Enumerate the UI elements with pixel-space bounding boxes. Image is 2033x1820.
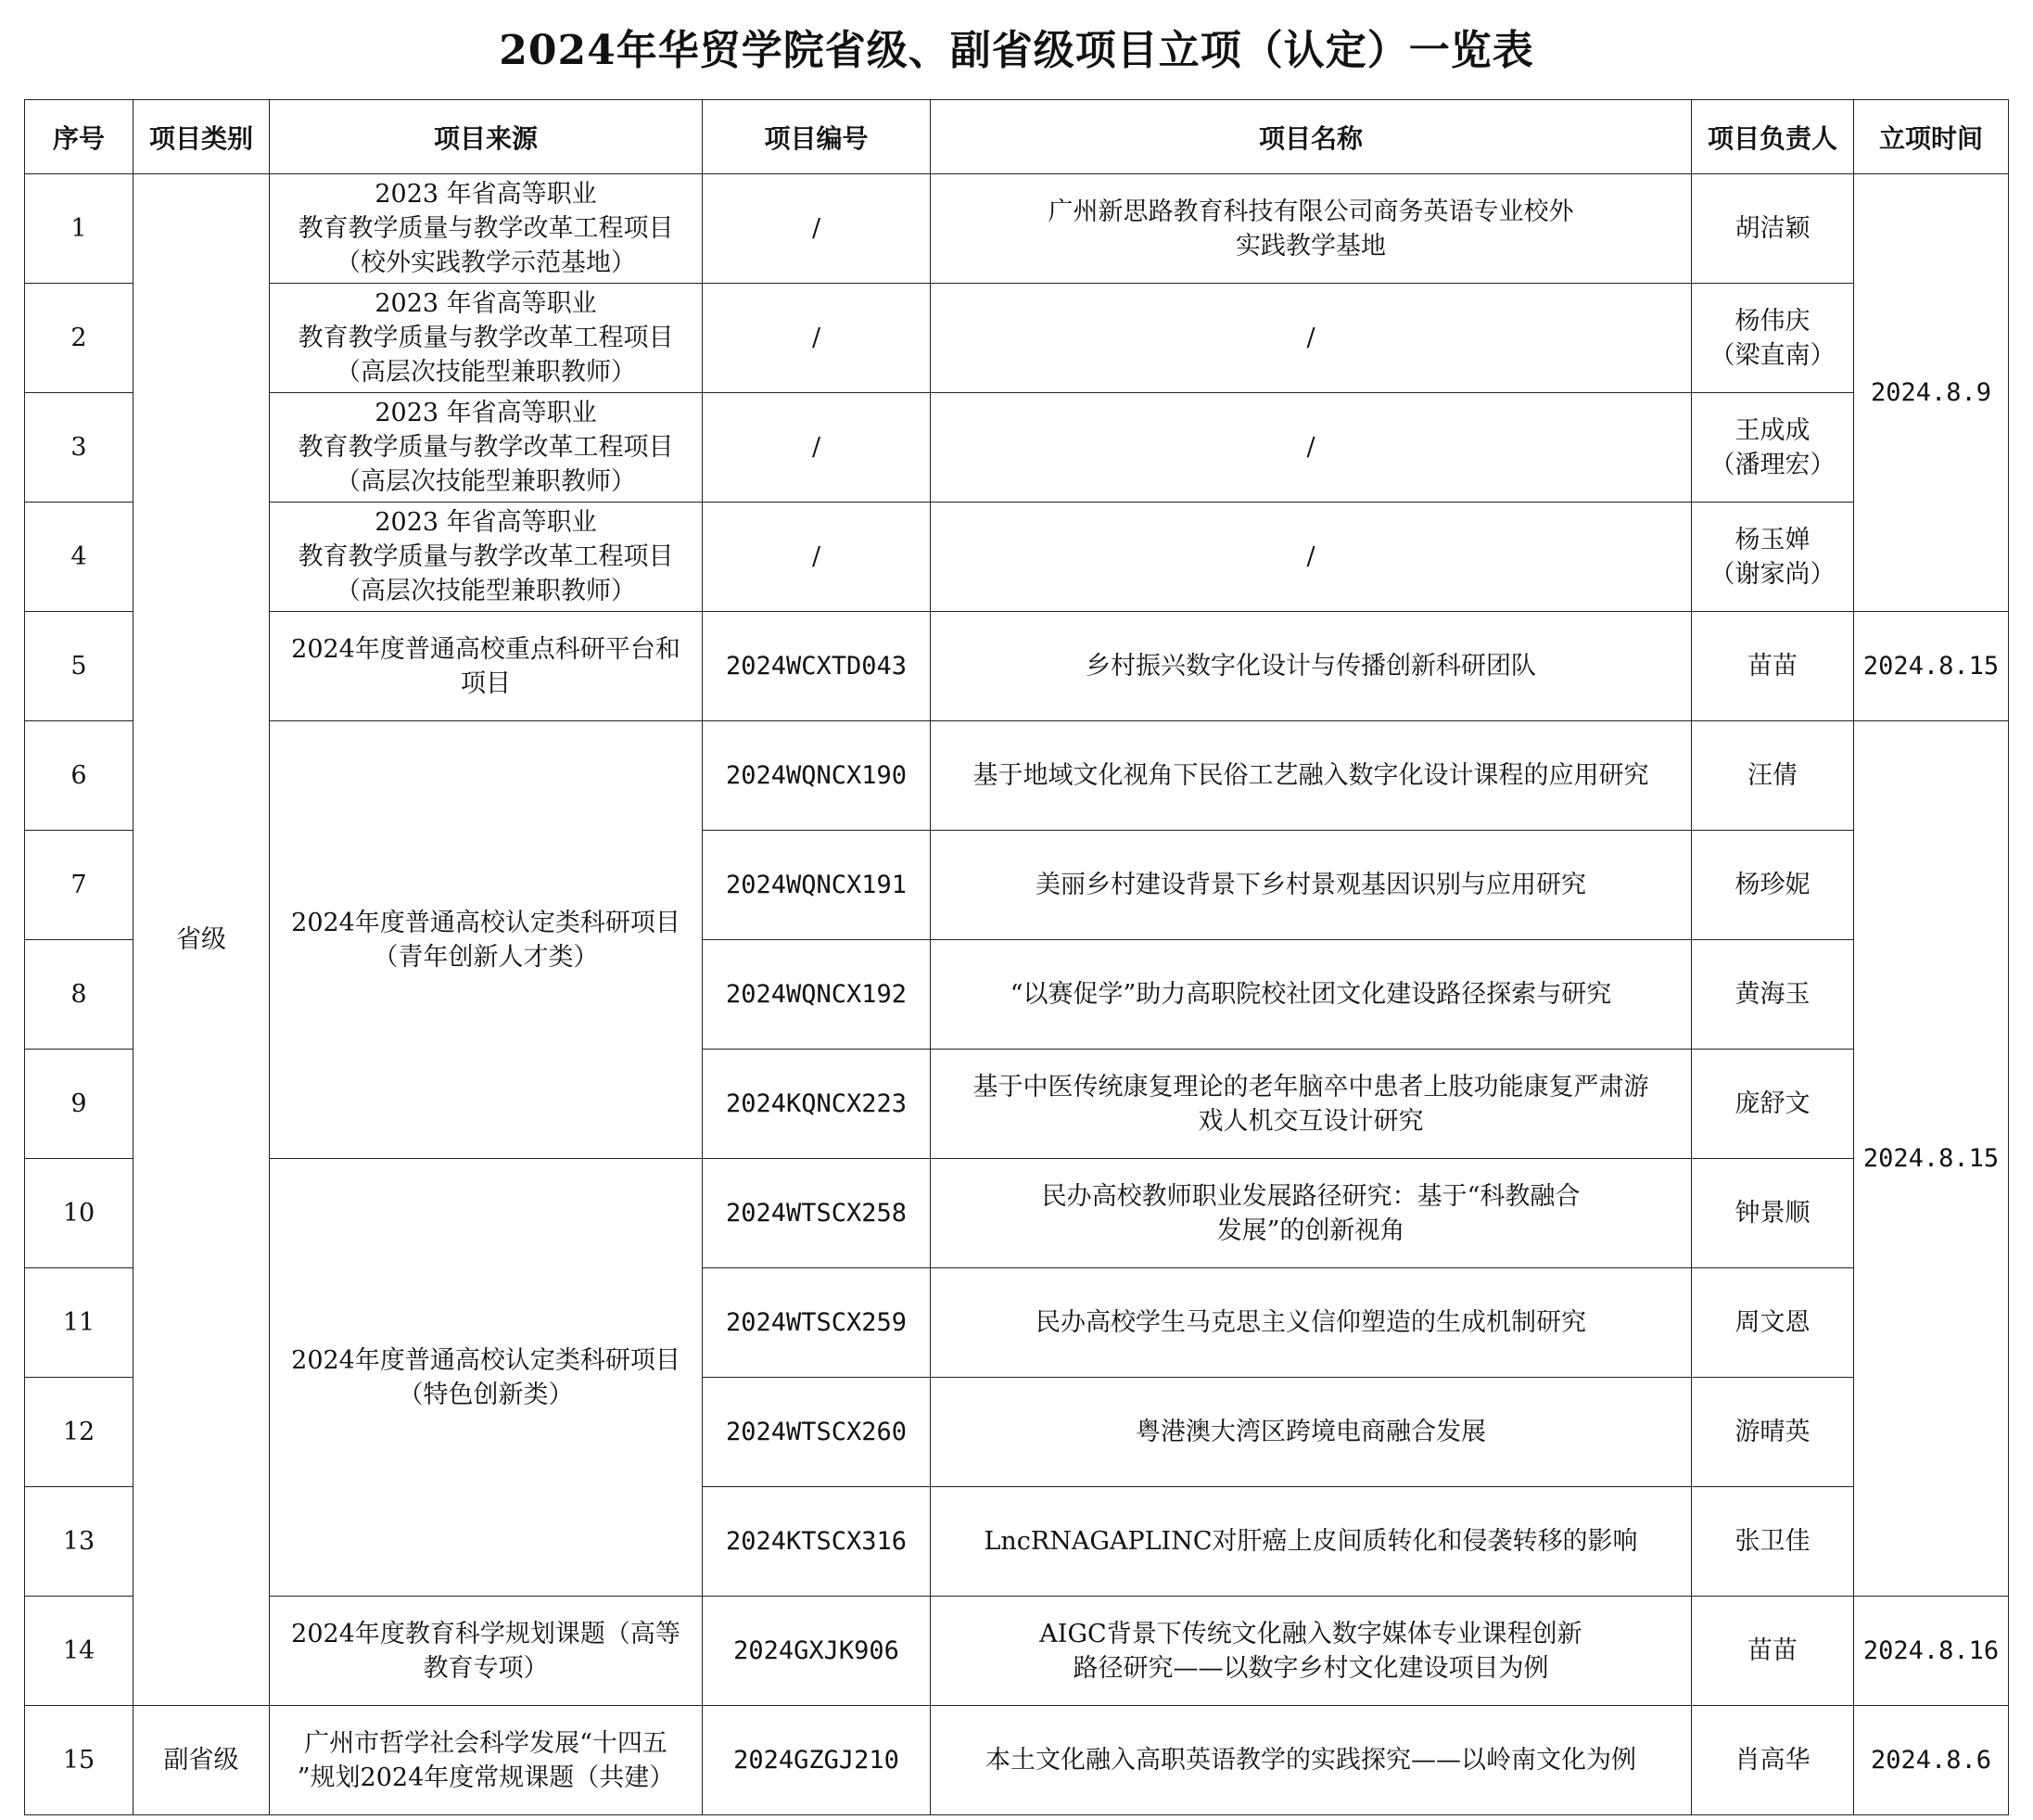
code-cell: 2024GXJK906 — [703, 1597, 931, 1706]
code-cell: 2024WQNCX190 — [703, 721, 931, 831]
project-name-cell: 粤港澳大湾区跨境电商融合发展 — [931, 1378, 1692, 1487]
project-name-cell: 本土文化融入高职英语教学的实践探究——以岭南文化为例 — [931, 1706, 1692, 1815]
code-cell: 2024WQNCX191 — [703, 831, 931, 940]
source-cell: 广州市哲学社会科学发展“十四五 ”规划2024年度常规课题（共建） — [270, 1706, 703, 1815]
code-cell: 2024WTSCX259 — [703, 1268, 931, 1378]
code-cell: 2024WCXTD043 — [703, 612, 931, 721]
header-category: 项目类别 — [133, 100, 270, 174]
header-code: 项目编号 — [703, 100, 931, 174]
row-no: 10 — [25, 1159, 133, 1268]
table-row — [25, 1597, 2009, 1706]
project-name-cell: AIGC背景下传统文化融入数字媒体专业课程创新 路径研究——以数字乡村文化建设项目为例 — [931, 1597, 1692, 1706]
code-cell: / — [703, 174, 931, 284]
source-cell: 2023 年省高等职业 教育教学质量与教学改革工程项目 （高层次技能型兼职教师） — [270, 284, 703, 393]
date-cell: 2024.8.15 — [1854, 721, 2009, 1597]
leader-cell: 庞舒文 — [1692, 1050, 1854, 1159]
leader-cell: 张卫佳 — [1692, 1487, 1854, 1597]
source-cell: 2024年度普通高校重点科研平台和 项目 — [270, 612, 703, 721]
project-name-cell: 乡村振兴数字化设计与传播创新科研团队 — [931, 612, 1692, 721]
row-no: 12 — [25, 1378, 133, 1487]
table-row — [25, 1706, 2009, 1815]
row-no: 9 — [25, 1050, 133, 1159]
leader-cell: 黄海玉 — [1692, 940, 1854, 1050]
code-cell: 2024WQNCX192 — [703, 940, 931, 1050]
header-no: 序号 — [25, 100, 133, 174]
leader-cell: 杨伟庆 （梁直南） — [1692, 284, 1854, 393]
row-no: 1 — [25, 174, 133, 284]
date-cell: 2024.8.6 — [1854, 1706, 2009, 1815]
table-row — [25, 174, 2009, 284]
code-cell: 2024KTSCX316 — [703, 1487, 931, 1597]
row-no: 3 — [25, 393, 133, 503]
row-no: 6 — [25, 721, 133, 831]
code-cell: 2024WTSCX260 — [703, 1378, 931, 1487]
leader-cell: 杨玉婵 （谢家尚） — [1692, 503, 1854, 612]
project-name-cell: 广州新思路教育科技有限公司商务英语专业校外 实践教学基地 — [931, 174, 1692, 284]
leader-cell: 汪倩 — [1692, 721, 1854, 831]
source-cell: 2024年度普通高校认定类科研项目 （特色创新类） — [270, 1159, 703, 1597]
page-title: 2024年华贸学院省级、副省级项目立项（认定）一览表 — [499, 27, 1534, 74]
category-cell: 省级 — [133, 174, 270, 1706]
date-cell: 2024.8.15 — [1854, 612, 2009, 721]
leader-cell: 肖高华 — [1692, 1706, 1854, 1815]
header-leader: 项目负责人 — [1692, 100, 1854, 174]
source-cell: 2023 年省高等职业 教育教学质量与教学改革工程项目 （校外实践教学示范基地） — [270, 174, 703, 284]
leader-cell: 杨珍妮 — [1692, 831, 1854, 940]
code-cell: / — [703, 393, 931, 503]
row-no: 4 — [25, 503, 133, 612]
project-name-cell: 基于地域文化视角下民俗工艺融入数字化设计课程的应用研究 — [931, 721, 1692, 831]
code-cell: / — [703, 284, 931, 393]
table-row — [25, 612, 2009, 721]
row-no: 2 — [25, 284, 133, 393]
row-no: 14 — [25, 1597, 133, 1706]
project-name-cell: / — [931, 393, 1692, 503]
header-source: 项目来源 — [270, 100, 703, 174]
code-cell: 2024KQNCX223 — [703, 1050, 931, 1159]
project-name-cell: / — [931, 503, 1692, 612]
source-cell: 2024年度教育科学规划课题（高等 教育专项） — [270, 1597, 703, 1706]
leader-cell: 胡洁颖 — [1692, 174, 1854, 284]
source-cell: 2024年度普通高校认定类科研项目 （青年创新人才类） — [270, 721, 703, 1159]
project-name-cell: 民办高校学生马克思主义信仰塑造的生成机制研究 — [931, 1268, 1692, 1378]
project-name-cell: 美丽乡村建设背景下乡村景观基因识别与应用研究 — [931, 831, 1692, 940]
project-name-cell: / — [931, 284, 1692, 393]
table-row — [25, 393, 2009, 503]
row-no: 8 — [25, 940, 133, 1050]
source-cell: 2023 年省高等职业 教育教学质量与教学改革工程项目 （高层次技能型兼职教师） — [270, 503, 703, 612]
header-date: 立项时间 — [1854, 100, 2009, 174]
leader-cell: 游晴英 — [1692, 1378, 1854, 1487]
table-row — [25, 1159, 2009, 1268]
date-cell: 2024.8.16 — [1854, 1597, 2009, 1706]
date-cell: 2024.8.9 — [1854, 174, 2009, 612]
header-name: 项目名称 — [931, 100, 1692, 174]
project-table — [24, 99, 2009, 1815]
project-name-cell: 民办高校教师职业发展路径研究：基于“科教融合 发展”的创新视角 — [931, 1159, 1692, 1268]
table-header-row — [25, 100, 2009, 174]
code-cell: 2024GZGJ210 — [703, 1706, 931, 1815]
row-no: 5 — [25, 612, 133, 721]
row-no: 13 — [25, 1487, 133, 1597]
leader-cell: 苗苗 — [1692, 612, 1854, 721]
code-cell: / — [703, 503, 931, 612]
leader-cell: 王成成 （潘理宏） — [1692, 393, 1854, 503]
row-no: 7 — [25, 831, 133, 940]
table-row — [25, 721, 2009, 831]
leader-cell: 周文恩 — [1692, 1268, 1854, 1378]
source-cell: 2023 年省高等职业 教育教学质量与教学改革工程项目 （高层次技能型兼职教师） — [270, 393, 703, 503]
project-name-cell: LncRNAGAPLINC对肝癌上皮间质转化和侵袭转移的影响 — [931, 1487, 1692, 1597]
project-name-cell: “以赛促学”助力高职院校社团文化建设路径探索与研究 — [931, 940, 1692, 1050]
category-cell: 副省级 — [133, 1706, 270, 1815]
leader-cell: 苗苗 — [1692, 1597, 1854, 1706]
row-no: 11 — [25, 1268, 133, 1378]
project-name-cell: 基于中医传统康复理论的老年脑卒中患者上肢功能康复严肃游 戏人机交互设计研究 — [931, 1050, 1692, 1159]
table-row — [25, 503, 2009, 612]
leader-cell: 钟景顺 — [1692, 1159, 1854, 1268]
table-row — [25, 284, 2009, 393]
row-no: 15 — [25, 1706, 133, 1815]
code-cell: 2024WTSCX258 — [703, 1159, 931, 1268]
